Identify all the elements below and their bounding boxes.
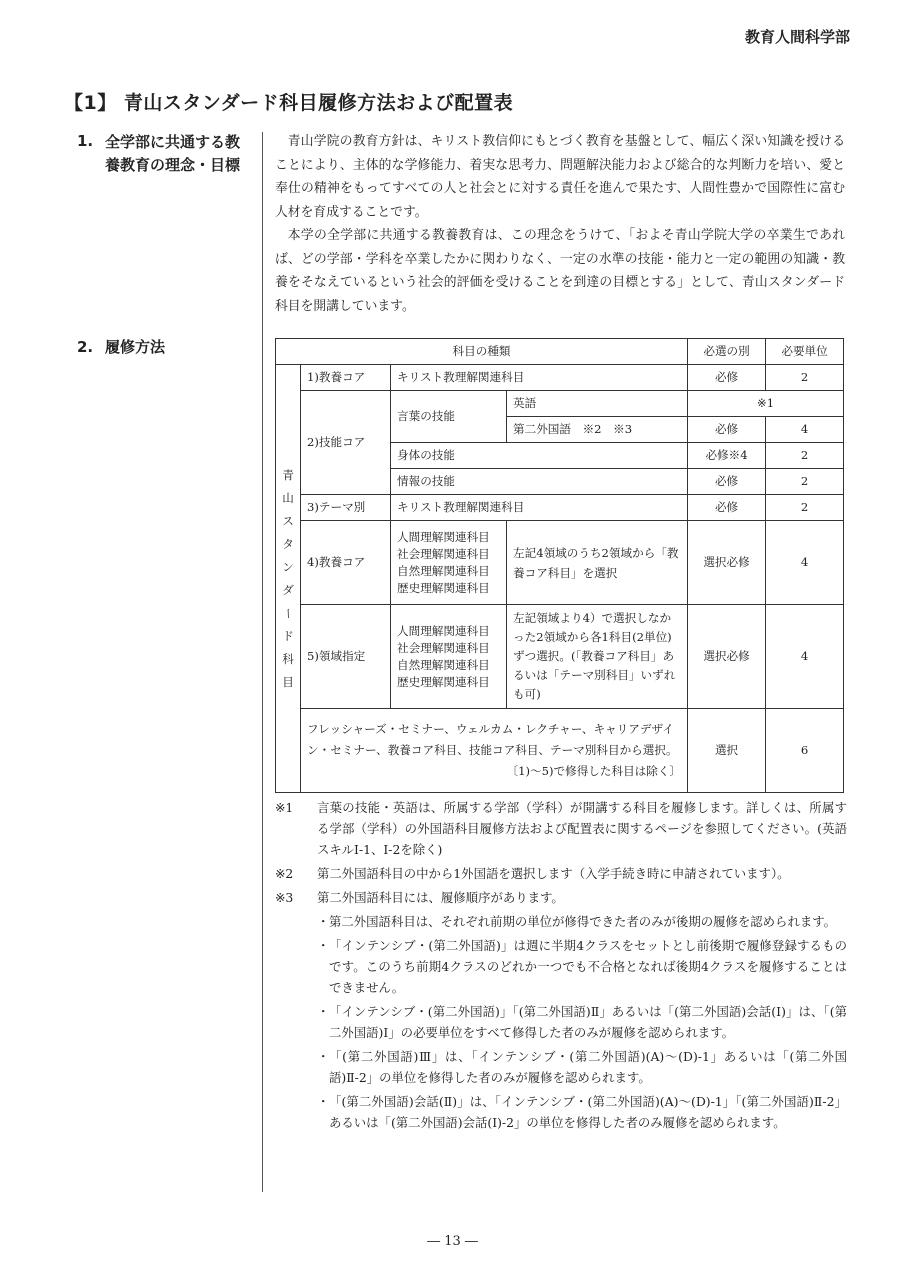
paragraph-1: 青山学院の教育方針は、キリスト教信仰にもとづく教育を基盤として、幅広く深い知識を授けることにより、主体的な学修能力、着実な思考力、問題解決能力および総合的な判断力を培い、愛と奉仕の精神をもってすべての人と社会とに対する責任を進んで果たす、人間性豊かで国際性に富む人材を育成することです。 <box>275 134 845 220</box>
field-item: 自然理解関連科目 <box>397 563 490 578</box>
subject-cell: 身体の技能 <box>391 443 688 469</box>
credits-cell: 2 <box>766 469 844 495</box>
category-cell: 1)教養コア <box>301 365 391 391</box>
required-cell: 選択必修 <box>688 521 766 605</box>
field-item: 人間理解関連科目 <box>397 529 490 544</box>
credits-cell: 6 <box>766 709 844 793</box>
credits-cell: 2 <box>766 495 844 521</box>
field-item: 社会理解関連科目 <box>397 640 490 655</box>
subject-cell: 言葉の技能 <box>391 391 507 443</box>
vertical-label-char: 山 <box>282 490 294 505</box>
field-item: 社会理解関連科目 <box>397 546 490 561</box>
table-row <box>276 365 844 391</box>
subject-cell: 情報の技能 <box>391 469 688 495</box>
required-cell: 選択 <box>688 709 766 793</box>
divider-line <box>262 132 263 1192</box>
section1-title-line2: 養教育の理念・目標 <box>105 156 241 174</box>
vertical-label-char: ド <box>282 628 294 643</box>
list-item <box>317 1091 847 1133</box>
credits-cell: 4 <box>766 605 844 709</box>
list-item-text: 第二外国語科目は、それぞれ前期の単位が修得できた者のみが後期の履修を認められます。 <box>329 914 837 929</box>
english-note-cell: ※1 <box>688 391 844 417</box>
credits-cell: 4 <box>766 521 844 605</box>
department-header: 教育人間科学部 <box>744 28 850 46</box>
table-row <box>276 709 844 793</box>
footnote-text: 第二外国語科目の中から1外国語を選択します（入学手続き時に申請されています）。 <box>317 866 790 881</box>
section2-number: 2. <box>77 338 94 356</box>
field-item: 歴史理解関連科目 <box>397 580 490 595</box>
category-cell: 4)教養コア <box>301 521 391 605</box>
required-cell: 必修 <box>688 495 766 521</box>
header-required: 必選の別 <box>688 339 766 365</box>
field-item: 人間理解関連科目 <box>397 623 490 638</box>
footnote-mark: ※2 <box>275 866 294 881</box>
list-item <box>317 911 847 932</box>
table-row <box>276 391 844 417</box>
subject-cell: キリスト教理解関連科目 <box>391 365 688 391</box>
footnote-mark: ※3 <box>275 890 294 905</box>
required-cell: 選択必修 <box>688 605 766 709</box>
list-item-text: 「(第二外国語)Ⅲ」は、「インテンシブ・(第二外国語)(A)〜(D)-1」あるいは「(第二外国語)Ⅱ-2」の単位を修得した者のみが履修を認められます。 <box>329 1049 847 1085</box>
credits-cell: 2 <box>766 365 844 391</box>
field-item: 自然理解関連科目 <box>397 657 490 672</box>
vertical-label-char: タ <box>282 536 294 551</box>
required-cell: 必修※4 <box>688 443 766 469</box>
fields-cell <box>391 521 507 605</box>
vertical-label-char: 科 <box>282 651 294 666</box>
footnote-text: 第二外国語科目には、履修順序があります。 <box>317 890 564 905</box>
footnote-mark: ※1 <box>275 800 294 815</box>
description-cell <box>301 709 688 793</box>
page-title: 【1】 青山スタンダード科目履修方法および配置表 <box>64 92 514 114</box>
vertical-label-char: ダ <box>282 582 294 597</box>
vertical-label-char: ン <box>282 559 294 574</box>
category-cell: 2)技能コア <box>301 391 391 495</box>
table-row <box>276 521 844 605</box>
required-cell: 必修 <box>688 417 766 443</box>
bullet-dot-icon: ・ <box>317 1094 330 1109</box>
vertical-label-char: ス <box>282 513 294 528</box>
subject-cell: キリスト教理解関連科目 <box>391 495 688 521</box>
free-choice-note: 〔1)〜5)で修得した科目は除く〕 <box>506 764 682 778</box>
list-item-text: 「(第二外国語)会話(Ⅱ)」は、「インテンシブ・(第二外国語)(A)〜(D)-1」「(第二外国語)Ⅱ-2」あるいは「(第二外国語)会話(Ⅰ)-2」の単位を修得した者のみ履修を認められます。 <box>329 1094 847 1130</box>
list-item <box>317 1046 847 1088</box>
paragraph-2: 本学の全学部に共通する教養教育は、この理念をうけて、「およそ青山学院大学の卒業生であれば、どの学部・学科を卒業したかに関わりなく、一定の水準の技能・能力と一定の範囲の知識・教養をそなえているという社会的評価を受けることを到達の目標とする」として、青山スタンダード科目を開講しています。 <box>275 228 845 314</box>
category-cell: 5)領域指定 <box>301 605 391 709</box>
vertical-label-char: 目 <box>282 674 294 689</box>
section1-title <box>105 131 240 177</box>
fields-cell <box>391 605 507 709</box>
required-cell: 必修 <box>688 365 766 391</box>
table-row <box>276 495 844 521</box>
description-cell: 左記領域より4）で選択しなかった2領域から各1科目(2単位)ずつ選択。(「教養コア科目」あるいは「テーマ別科目」いずれも可) <box>507 605 688 709</box>
section1-number: 1. <box>77 132 94 150</box>
vertical-label <box>276 365 301 793</box>
required-cell: 必修 <box>688 469 766 495</box>
section2-title: 履修方法 <box>105 338 166 356</box>
bullet-dot-icon: ・ <box>317 1004 330 1019</box>
footnote-text: 言葉の技能・英語は、所属する学部（学科）が開講する科目を履修します。詳しくは、所属する学部（学科）の外国語科目履修方法および配置表に関するページを参照してください。(英語スキルⅠ-1、Ⅰ-2を除く) <box>317 800 847 857</box>
category-cell: 3)テーマ別 <box>301 495 391 521</box>
bullet-dot-icon: ・ <box>317 938 330 953</box>
list-item <box>317 935 847 998</box>
credits-cell: 4 <box>766 417 844 443</box>
table-row <box>276 605 844 709</box>
bullet-dot-icon: ・ <box>317 1049 330 1064</box>
footnotes <box>275 797 847 1136</box>
free-choice-desc: フレッシャーズ・セミナー、ウェルカム・レクチャー、キャリアデザイン・セミナー、教養コア科目、技能コア科目、テーマ別科目から選択。 <box>307 722 678 757</box>
footnote-2 <box>275 863 847 884</box>
field-item: 歴史理解関連科目 <box>397 674 490 689</box>
header-kind: 科目の種類 <box>276 339 688 365</box>
footnote-3 <box>275 887 847 908</box>
list-item-text: 「インテンシブ・(第二外国語)」は週に半期4クラスをセットとし前後期で履修登録するものです。このうち前期4クラスのどれか一つでも不合格となれば後期4クラスを履修することはできません。 <box>329 938 847 995</box>
subject-cell: 第二外国語 ※2 ※3 <box>507 417 688 443</box>
page-number: ― 13 ― <box>427 1234 478 1249</box>
footnote-1 <box>275 797 847 860</box>
vertical-label-char: 青 <box>282 467 294 482</box>
subject-table <box>275 338 844 793</box>
subject-cell: 英語 <box>507 391 688 417</box>
description-cell: 左記4領域のうち2領域から「教養コア科目」を選択 <box>507 521 688 605</box>
vertical-label-char: ー <box>281 607 296 619</box>
list-item <box>317 1001 847 1043</box>
bullet-dot-icon: ・ <box>317 914 330 929</box>
table-header-row <box>276 339 844 365</box>
header-credits: 必要単位 <box>766 339 844 365</box>
section1-body <box>275 130 845 318</box>
list-item-text: 「インテンシブ・(第二外国語)」「(第二外国語)Ⅱ」あるいは「(第二外国語)会話(Ⅰ)」は、「(第二外国語)Ⅰ」の必要単位をすべて修得した者のみが履修を認められます。 <box>329 1004 847 1040</box>
section1-title-line1: 全学部に共通する教 <box>105 133 241 151</box>
credits-cell: 2 <box>766 443 844 469</box>
